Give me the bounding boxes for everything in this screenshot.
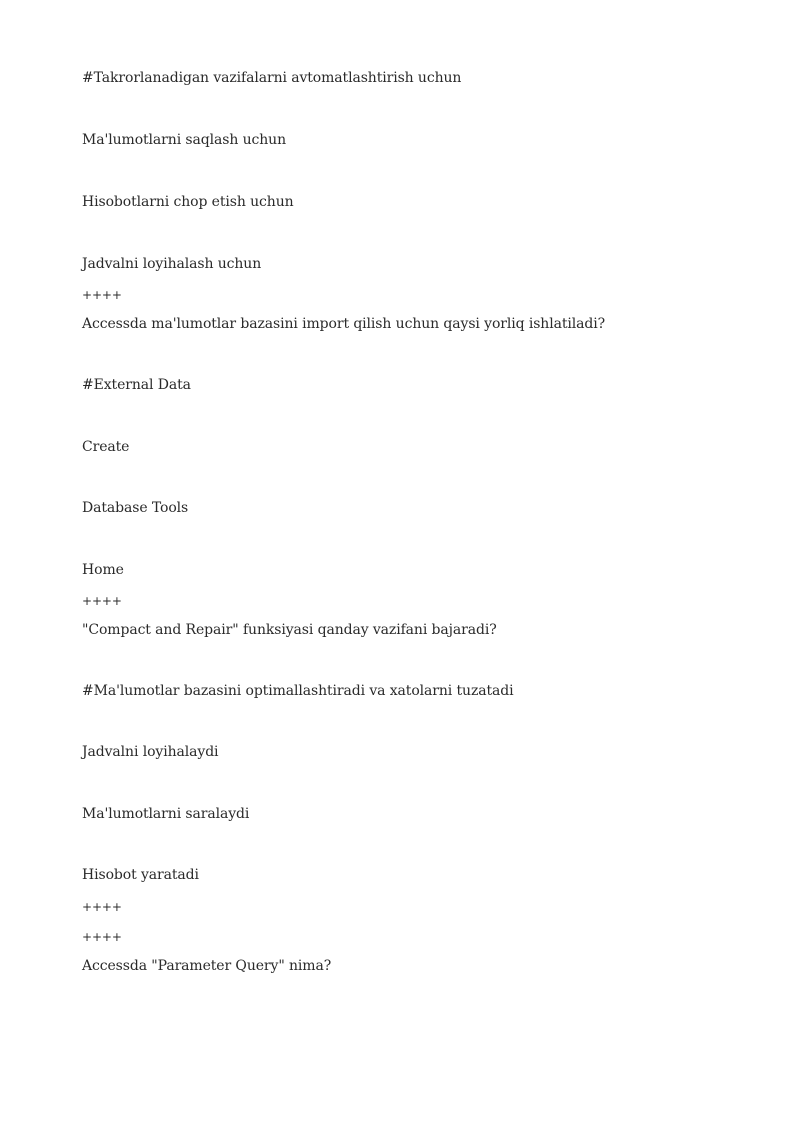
separator: ++++ (82, 594, 122, 608)
answer-option: Ma'lumotlarni saqlash uchun (82, 132, 286, 148)
answer-option: Jadvalni loyihalaydi (82, 744, 219, 760)
answer-option: Hisobot yaratadi (82, 867, 199, 883)
answer-option: Hisobotlarni chop etish uchun (82, 194, 294, 210)
separator: ++++ (82, 930, 122, 944)
separator: ++++ (82, 900, 122, 914)
question-text: "Compact and Repair" funksiyasi qanday vazifani bajaradi? (82, 622, 497, 638)
answer-option: Database Tools (82, 500, 189, 516)
answer-correct: #Takrorlanadigan vazifalarni avtomatlashtirish uchun (82, 70, 462, 86)
answer-option: Home (82, 562, 124, 578)
separator: ++++ (82, 288, 122, 302)
question-text: Accessda ma'lumotlar bazasini import qilish uchun qaysi yorliq ishlatiladi? (82, 316, 606, 332)
question-text: Accessda "Parameter Query" nima? (82, 958, 332, 974)
answer-option: Create (82, 439, 130, 455)
answer-option: Ma'lumotlarni saralaydi (82, 806, 250, 822)
answer-option: Jadvalni loyihalash uchun (82, 256, 262, 272)
answer-correct: #Ma'lumotlar bazasini optimallashtiradi va xatolarni tuzatadi (82, 683, 514, 699)
answer-correct: #External Data (82, 377, 191, 393)
